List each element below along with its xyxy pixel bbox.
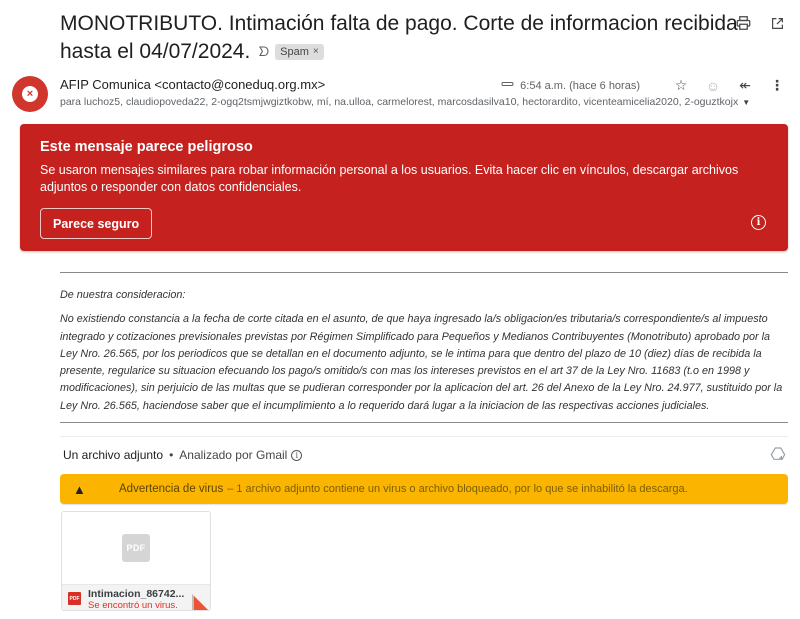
sender-name[interactable]: AFIP Comunica <contacto@coneduq.org.mx> [60,77,326,92]
attachments-header [63,448,302,462]
more-vert-icon: ⋮ [770,77,784,93]
reply-all-button[interactable] [736,77,754,94]
virus-warning-bar [60,474,788,504]
body-paragraph: No existiendo constancia a la fecha de corte citada en el asunto, de que haya ingresado la/s obligacion/es tributaria/s correspondiente/s al impuesto integrado y cotizaciones previsionales previstas por Régimen Simplificado para Pequeños y Medianos Contribuyentes (Monotributo) aprobado por la Ley Nro. 26.565, por los periodicos que se detallan en el documento adjunto, se le intima para que dentro del plazo de 10 (diez) días de recibida la presente, regularice su situacion efecuando los pago/s omitido/s con mas los intereses previstos en el art 37 de la Ley Nro. 11683 (t.o en 1998 y modificaciones), sin perjuicio de las multas que se pudieran corresponder por la aplicacion del art. 26 del Anexo de la Ley Nro. 24.977, sustituido por la Ley Nro. 26.565, haciendose saber que el incumplimiento a lo requerido dará lugar a la iniciacion de las respectivas acciones judiciales. [60,313,783,412]
recipients-text: para luchoz5, claudiopoveda22, 2-ogq2tsmjwgiztkobw, mí, na.ulloa, carmelorest, marcosdasilva10, hectorardito, vicenteamicelia2020, 2-oguztkojx [60,96,739,108]
sender-avatar[interactable] [12,76,48,112]
subject-actions [734,14,786,32]
open-in-new-icon [771,17,784,30]
pdf-file-icon: PDF [68,592,81,605]
attachments-count: Un archivo adjunto [63,448,164,462]
info-icon[interactable]: i [751,215,766,230]
message-time: 6:54 a.m. (hace 6 horas) [520,79,640,92]
attachments-divider [60,436,788,437]
danger-x-icon: × [22,86,38,102]
add-to-drive-icon [770,446,786,462]
open-new-window-button[interactable] [768,14,786,32]
spam-label-chip[interactable] [275,44,324,60]
more-options-button[interactable] [768,77,786,94]
print-button[interactable] [734,14,752,32]
scan-info-icon[interactable]: i [291,450,302,461]
add-to-drive-button[interactable] [770,446,786,462]
show-details-caret-icon[interactable]: ▼ [742,98,751,107]
virus-warning-title: Advertencia de virus [119,483,224,495]
pdf-placeholder-icon: PDF [122,534,150,562]
emoji-icon: ☺ [705,77,721,94]
looks-safe-button[interactable]: Parece seguro [40,208,152,239]
virus-warning-description: – 1 archivo adjunto contiene un virus o archivo bloqueado, por lo que se inhabilitó la descarga. [227,483,688,495]
email-body [60,287,788,415]
star-icon: ☆ [674,77,688,93]
attachment-footer [62,584,210,611]
banner-title: Este mensaje parece peligroso [40,139,253,155]
print-icon [736,16,751,30]
separator-dot: • [169,448,174,462]
warning-triangle-icon: ▲ [73,481,86,497]
attachment-card[interactable] [61,511,211,611]
email-subject [60,10,740,66]
body-greeting: De nuestra consideracion: [60,289,186,301]
reply-all-icon: ↞ [739,77,751,93]
attachment-virus-status: Se encontró un virus. [88,600,178,611]
message-meta [499,77,786,94]
banner-message: Se usaron mensajes similares para robar información personal a los usuarios. Evita hacer clic en vínculos, descargar archivos adjuntos o responder con datos confidenciales. [40,163,739,194]
dangerous-message-banner [20,124,788,251]
paperclip-icon [499,78,514,93]
virus-corner-flag-icon [194,596,210,611]
add-reaction-button[interactable] [704,78,722,94]
attachment-thumbnail [62,512,210,584]
label-important-icon[interactable]: ᗤ [258,44,270,59]
star-button[interactable] [672,77,690,94]
attachment-filename: Intimacion_86742... [88,588,185,600]
remove-label-icon[interactable]: × [312,46,319,57]
body-bottom-divider [60,422,788,423]
scanned-by-gmail: Analizado por Gmail [179,448,288,462]
recipients-line [60,96,750,108]
spam-label-text: Spam [280,46,309,58]
subject-text: MONOTRIBUTO. Intimación falta de pago. Corte de informacion recibida hasta el 04/07/2024. [60,12,738,63]
body-top-divider [60,272,788,273]
